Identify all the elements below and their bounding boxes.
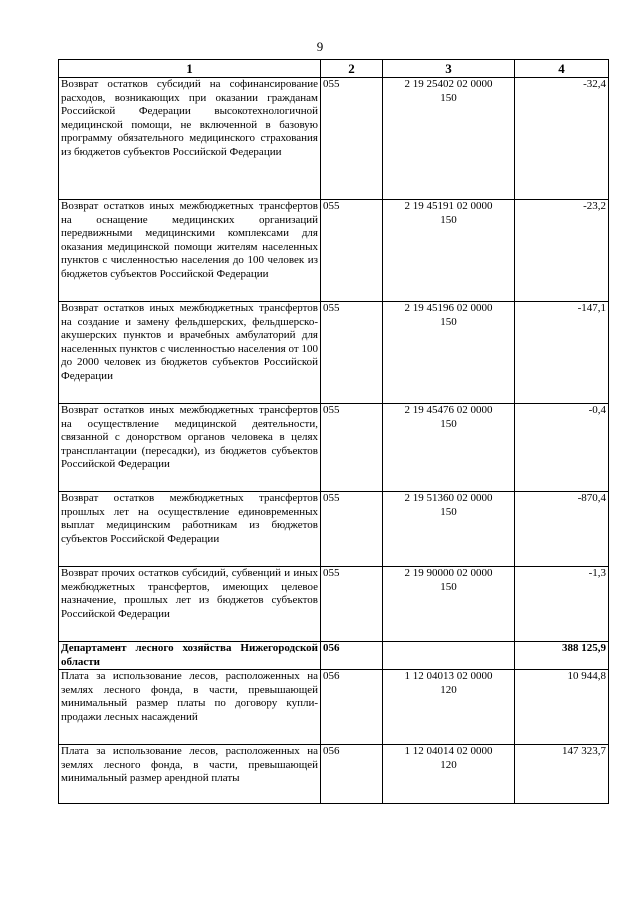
budget-code-line-2: 120 — [440, 683, 457, 696]
column-header-3: 3 — [383, 60, 515, 78]
budget-code-line-2: 150 — [440, 505, 457, 518]
row-budget-code — [383, 670, 515, 745]
table-row — [59, 642, 609, 670]
row-description: Возврат остатков иных межбюджетных трансфертов на оснащение медицинских организаций передвижными медицинскими комплексами для оказания медицинской помощи жителям населенных пунктов с численностью населения до 100 человек из бюджетов субъектов Российской Федерации — [59, 200, 321, 302]
column-header-2: 2 — [321, 60, 383, 78]
column-header-4: 4 — [515, 60, 609, 78]
row-amount: -23,2 — [515, 200, 609, 302]
row-admin-code: 055 — [321, 492, 383, 567]
row-admin-code: 055 — [321, 78, 383, 200]
table-header-row — [59, 60, 609, 78]
row-admin-code: 055 — [321, 404, 383, 492]
table-row — [59, 670, 609, 745]
budget-code-line-2: 150 — [440, 315, 457, 328]
budget-code-line-2: 150 — [440, 580, 457, 593]
row-admin-code: 055 — [321, 567, 383, 642]
budget-code-line-1: 2 19 45191 02 0000 — [404, 200, 493, 212]
row-budget-code — [383, 745, 515, 804]
row-admin-code: 056 — [321, 745, 383, 804]
row-description: Возврат остатков субсидий на софинансирование расходов, возникающих при оказании гражданам Российской Федерации высокотехнологичной медицинской помощи, не включенной в базовую программу обязательного медицинского страхования из бюджетов субъектов Российской Федерации — [59, 78, 321, 200]
table-row — [59, 745, 609, 804]
row-amount: -32,4 — [515, 78, 609, 200]
row-description: Возврат остатков межбюджетных трансфертов прошлых лет на осуществление единовременных выплат медицинским работникам из бюджетов субъектов Российской Федерации — [59, 492, 321, 567]
revenue-table — [58, 59, 609, 804]
row-admin-code: 056 — [321, 670, 383, 745]
row-budget-code — [383, 78, 515, 200]
row-amount: -147,1 — [515, 302, 609, 404]
budget-code-line-1: 1 12 04014 02 0000 — [404, 745, 493, 757]
table-row — [59, 302, 609, 404]
budget-code-line-2: 150 — [440, 91, 457, 104]
table-body — [59, 78, 609, 804]
column-header-1: 1 — [59, 60, 321, 78]
row-admin-code: 056 — [321, 642, 383, 670]
budget-code-line-1: 2 19 45196 02 0000 — [404, 302, 493, 314]
row-description: Плата за использование лесов, расположенных на землях лесного фонда, в части, превышающей минимальный размер арендной платы — [59, 745, 321, 804]
row-description: Департамент лесного хозяйства Нижегородской области — [59, 642, 321, 670]
table-row — [59, 78, 609, 200]
row-amount: 10 944,8 — [515, 670, 609, 745]
row-description: Возврат остатков иных межбюджетных трансфертов на осуществление медицинской деятельности, связанной с донорством органов человека в целях трансплантации (пересадки), из бюджетов субъектов Российской Федерации — [59, 404, 321, 492]
table-row — [59, 200, 609, 302]
budget-code-line-1: 2 19 51360 02 0000 — [404, 492, 493, 504]
table-row — [59, 404, 609, 492]
row-amount: 388 125,9 — [515, 642, 609, 670]
row-admin-code: 055 — [321, 200, 383, 302]
page-number: 9 — [316, 39, 324, 54]
row-amount: 147 323,7 — [515, 745, 609, 804]
row-budget-code — [383, 404, 515, 492]
row-amount: -870,4 — [515, 492, 609, 567]
table-row — [59, 492, 609, 567]
budget-code-line-1: 1 12 04013 02 0000 — [404, 670, 493, 682]
row-amount: -1,3 — [515, 567, 609, 642]
row-description: Возврат остатков иных межбюджетных трансфертов на создание и замену фельдшерских, фельдшерско-акушерских пунктов и врачебных амбулаторий для населенных пунктов с численностью населения от 100 до 2000 человек из бюджетов субъектов Российской Федерации — [59, 302, 321, 404]
budget-code-line-1: 2 19 25402 02 0000 — [404, 78, 493, 90]
row-budget-code — [383, 492, 515, 567]
budget-code-line-1: 2 19 45476 02 0000 — [404, 404, 493, 416]
row-budget-code — [383, 302, 515, 404]
row-budget-code — [383, 567, 515, 642]
row-budget-code — [383, 642, 515, 670]
budget-code-line-1: 2 19 90000 02 0000 — [404, 567, 493, 579]
row-description: Плата за использование лесов, расположенных на землях лесного фонда, в части, превышающей минимальный размер платы по договору купли-продажи лесных насаждений — [59, 670, 321, 745]
row-amount: -0,4 — [515, 404, 609, 492]
row-admin-code: 055 — [321, 302, 383, 404]
budget-code-line-2: 120 — [440, 758, 457, 771]
budget-code-line-2: 150 — [440, 417, 457, 430]
budget-code-line-2: 150 — [440, 213, 457, 226]
table-row — [59, 567, 609, 642]
row-description: Возврат прочих остатков субсидий, субвенций и иных межбюджетных трансфертов, имеющих целевое назначение, прошлых лет из бюджетов субъектов Российской Федерации — [59, 567, 321, 642]
row-budget-code — [383, 200, 515, 302]
